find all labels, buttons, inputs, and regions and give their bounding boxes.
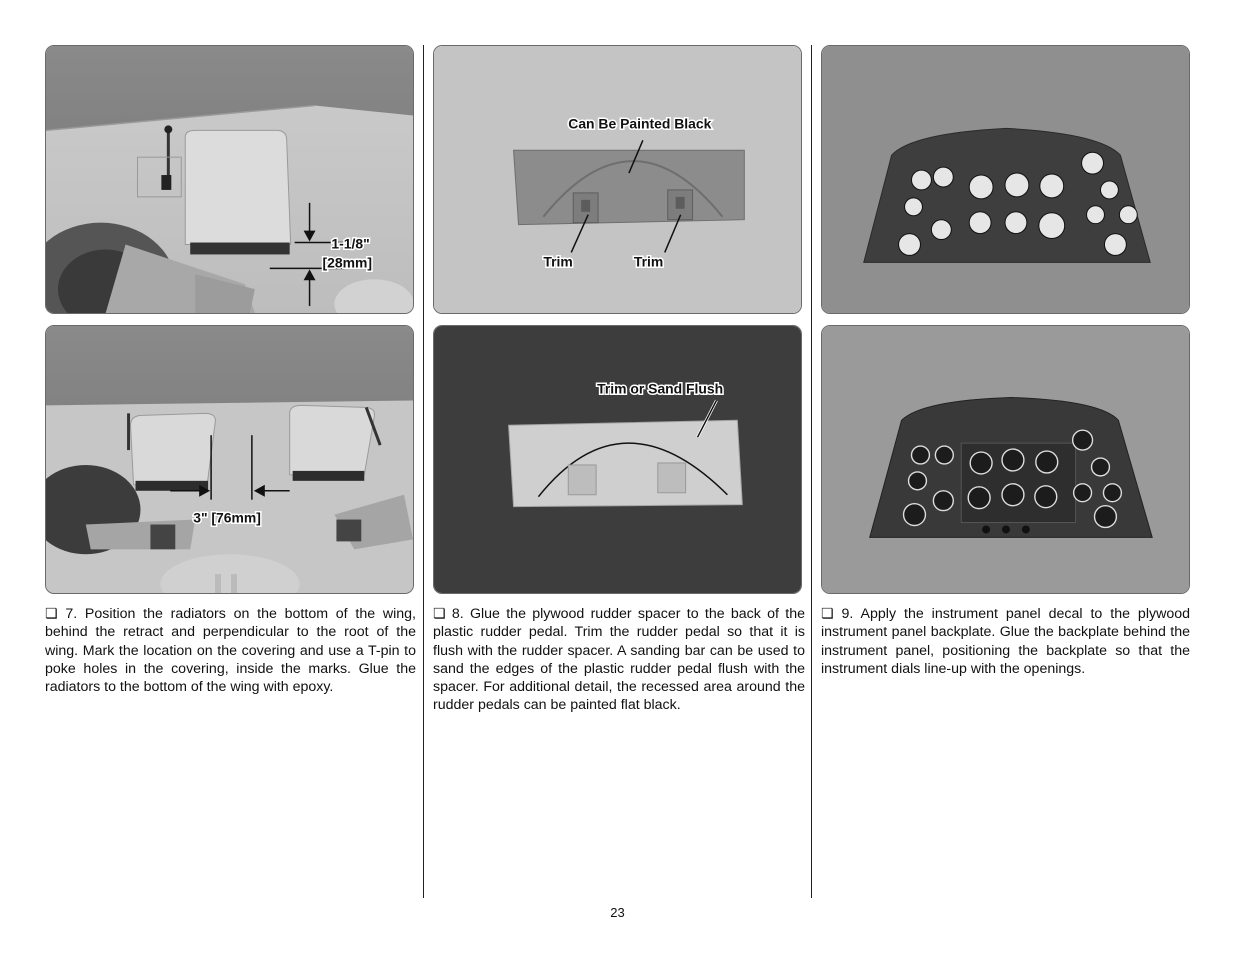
checkbox-icon[interactable]: ❏ [821, 606, 834, 622]
photo-rudder-pedal-spacer [433, 325, 802, 594]
step-9-text [821, 605, 1190, 678]
photo-instrument-decal [821, 45, 1190, 314]
photo-radiator-placement [45, 45, 414, 314]
measurement-label: 3" [76mm] [193, 509, 261, 526]
step-7-text [45, 605, 416, 696]
step-8-body: 8. Glue the plywood rudder spacer to the back of the plastic rudder pedal. Trim the rudder pedal so that it is flush with the rudder spacer. A sanding bar can be used to sand the edges of the plastic rudder pedal flush with the spacer. For additional detail, the recessed area around the rudder pedals can be painted flat black. [433, 606, 805, 714]
step-7-body: 7. Position the radiators on the bottom of the wing, behind the retract and perpendicular to the root of the wing. Mark the location on the covering and use a T-pin to poke holes in the covering, inside the marks. Glue the radiators to the bottom of the wing with epoxy. [45, 606, 416, 696]
column-divider-2 [811, 45, 812, 898]
measurement-label-inches: 1-1/8" [331, 235, 370, 252]
label-trim-sand: Trim or Sand Flush [597, 380, 724, 397]
checkbox-icon[interactable]: ❏ [433, 606, 446, 622]
photo-instrument-panel [821, 325, 1190, 594]
photo-radiator-spacing [45, 325, 414, 594]
column-divider-1 [423, 45, 424, 898]
label-trim-left: Trim [543, 253, 573, 270]
step-8-text [433, 605, 805, 715]
label-trim-right: Trim [633, 253, 664, 270]
photo-rudder-pedal-front [433, 45, 802, 314]
page-number: 23 [610, 905, 625, 920]
step-9-body: 9. Apply the instrument panel decal to the plywood instrument panel backplate. Glue the backplate behind the instrument panel, positioning the backplate so that the instrument dials line-up with the openings. [821, 606, 1190, 677]
measurement-label-mm: [28mm] [322, 254, 373, 271]
checkbox-icon[interactable]: ❏ [45, 606, 58, 622]
label-paint-black: Can Be Painted Black [568, 115, 712, 132]
